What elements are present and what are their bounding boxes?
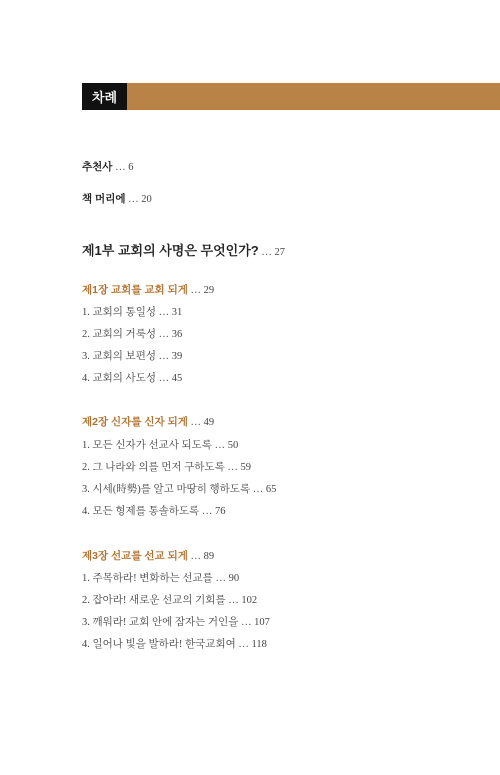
toc-item[interactable] [82,459,251,474]
page-number: 29 [203,285,215,296]
toc-item[interactable] [82,614,270,629]
leader-dots: … [261,247,272,258]
chapter-title: 제1장 교회를 교회 되게 [82,284,188,296]
toc-item[interactable] [82,481,276,496]
page-number: 20 [141,194,152,205]
item-title: 1. 모든 신자가 선교사 되도록 [82,440,212,451]
page-number: 39 [171,351,183,362]
toc-chapter-1[interactable] [82,282,214,297]
page-number: 59 [240,462,251,473]
leader-dots: … [115,162,126,173]
item-title: 4. 교회의 사도성 [82,373,156,384]
toc-entry-recommendation[interactable] [82,159,133,174]
page-number: 76 [214,506,226,517]
item-title: 2. 교회의 거룩성 [82,329,156,340]
chapter-title: 제2장 신자를 신자 되게 [82,416,188,428]
leader-dots: … [158,307,170,318]
leader-dots: … [190,417,202,428]
toc-item[interactable] [82,503,225,518]
item-title: 2. 그 나라와 의를 먼저 구하도록 [82,462,225,473]
item-title: 2. 잡아라! 새로운 선교의 기회를 [82,595,226,606]
leader-dots: … [228,595,239,606]
toc-item[interactable] [82,370,182,385]
toc-entry-title: 책 머리에 [82,193,126,205]
leader-dots: … [227,462,238,473]
leader-dots: … [128,194,139,205]
page-number: 49 [203,417,215,428]
item-title: 1. 교회의 통일성 [82,307,156,318]
page-number: 50 [227,440,239,451]
item-title: 1. 주목하라! 변화하는 선교를 [82,573,213,584]
leader-dots: … [238,639,249,650]
item-title: 4. 일어나 빛을 발하라! 한국교회여 [82,639,236,650]
toc-item[interactable] [82,636,267,651]
leader-dots: … [158,373,170,384]
item-title: 3. 깨워라! 교회 안에 잠자는 거인을 [82,617,239,628]
leader-dots: … [252,484,264,495]
item-title: 3. 시세(時勢)를 알고 마땅히 행하도록 [82,484,251,495]
item-title: 4. 모든 형제를 통솔하도록 [82,506,200,517]
leader-dots: … [158,351,170,362]
page-number: 45 [171,373,183,384]
page-number: 102 [241,595,258,606]
toc-item[interactable] [82,437,238,452]
page-number: 107 [254,617,270,628]
leader-dots: … [215,573,226,584]
toc-entry-preface[interactable] [82,191,152,206]
page-number: 118 [251,639,267,650]
toc-item[interactable] [82,570,239,585]
part-title: 제1부 교회의 사명은 무엇인가? [82,243,259,258]
toc-item[interactable] [82,304,182,319]
page-number: 27 [274,247,285,258]
toc-item[interactable] [82,592,257,607]
leader-dots: … [214,440,226,451]
leader-dots: … [158,329,170,340]
toc-chapter-2[interactable] [82,414,214,429]
page-number: 36 [171,329,183,340]
page-number: 89 [203,551,215,562]
page-number: 65 [265,484,277,495]
toc-chapter-3[interactable] [82,548,214,563]
toc-part-1[interactable] [82,240,285,259]
chapter-title: 제3장 선교를 선교 되게 [82,550,188,562]
page-number: 90 [228,573,240,584]
item-title: 3. 교회의 보편성 [82,351,156,362]
toc-entry-title: 추천사 [82,161,113,173]
header-bar [82,83,500,110]
toc-item[interactable] [82,348,182,363]
page-number: 31 [171,307,183,318]
leader-dots: … [201,506,213,517]
leader-dots: … [240,617,252,628]
toc-heading: 차례 [82,83,127,110]
leader-dots: … [190,551,202,562]
toc-item[interactable] [82,326,182,341]
page-number: 6 [128,162,134,173]
leader-dots: … [190,285,202,296]
